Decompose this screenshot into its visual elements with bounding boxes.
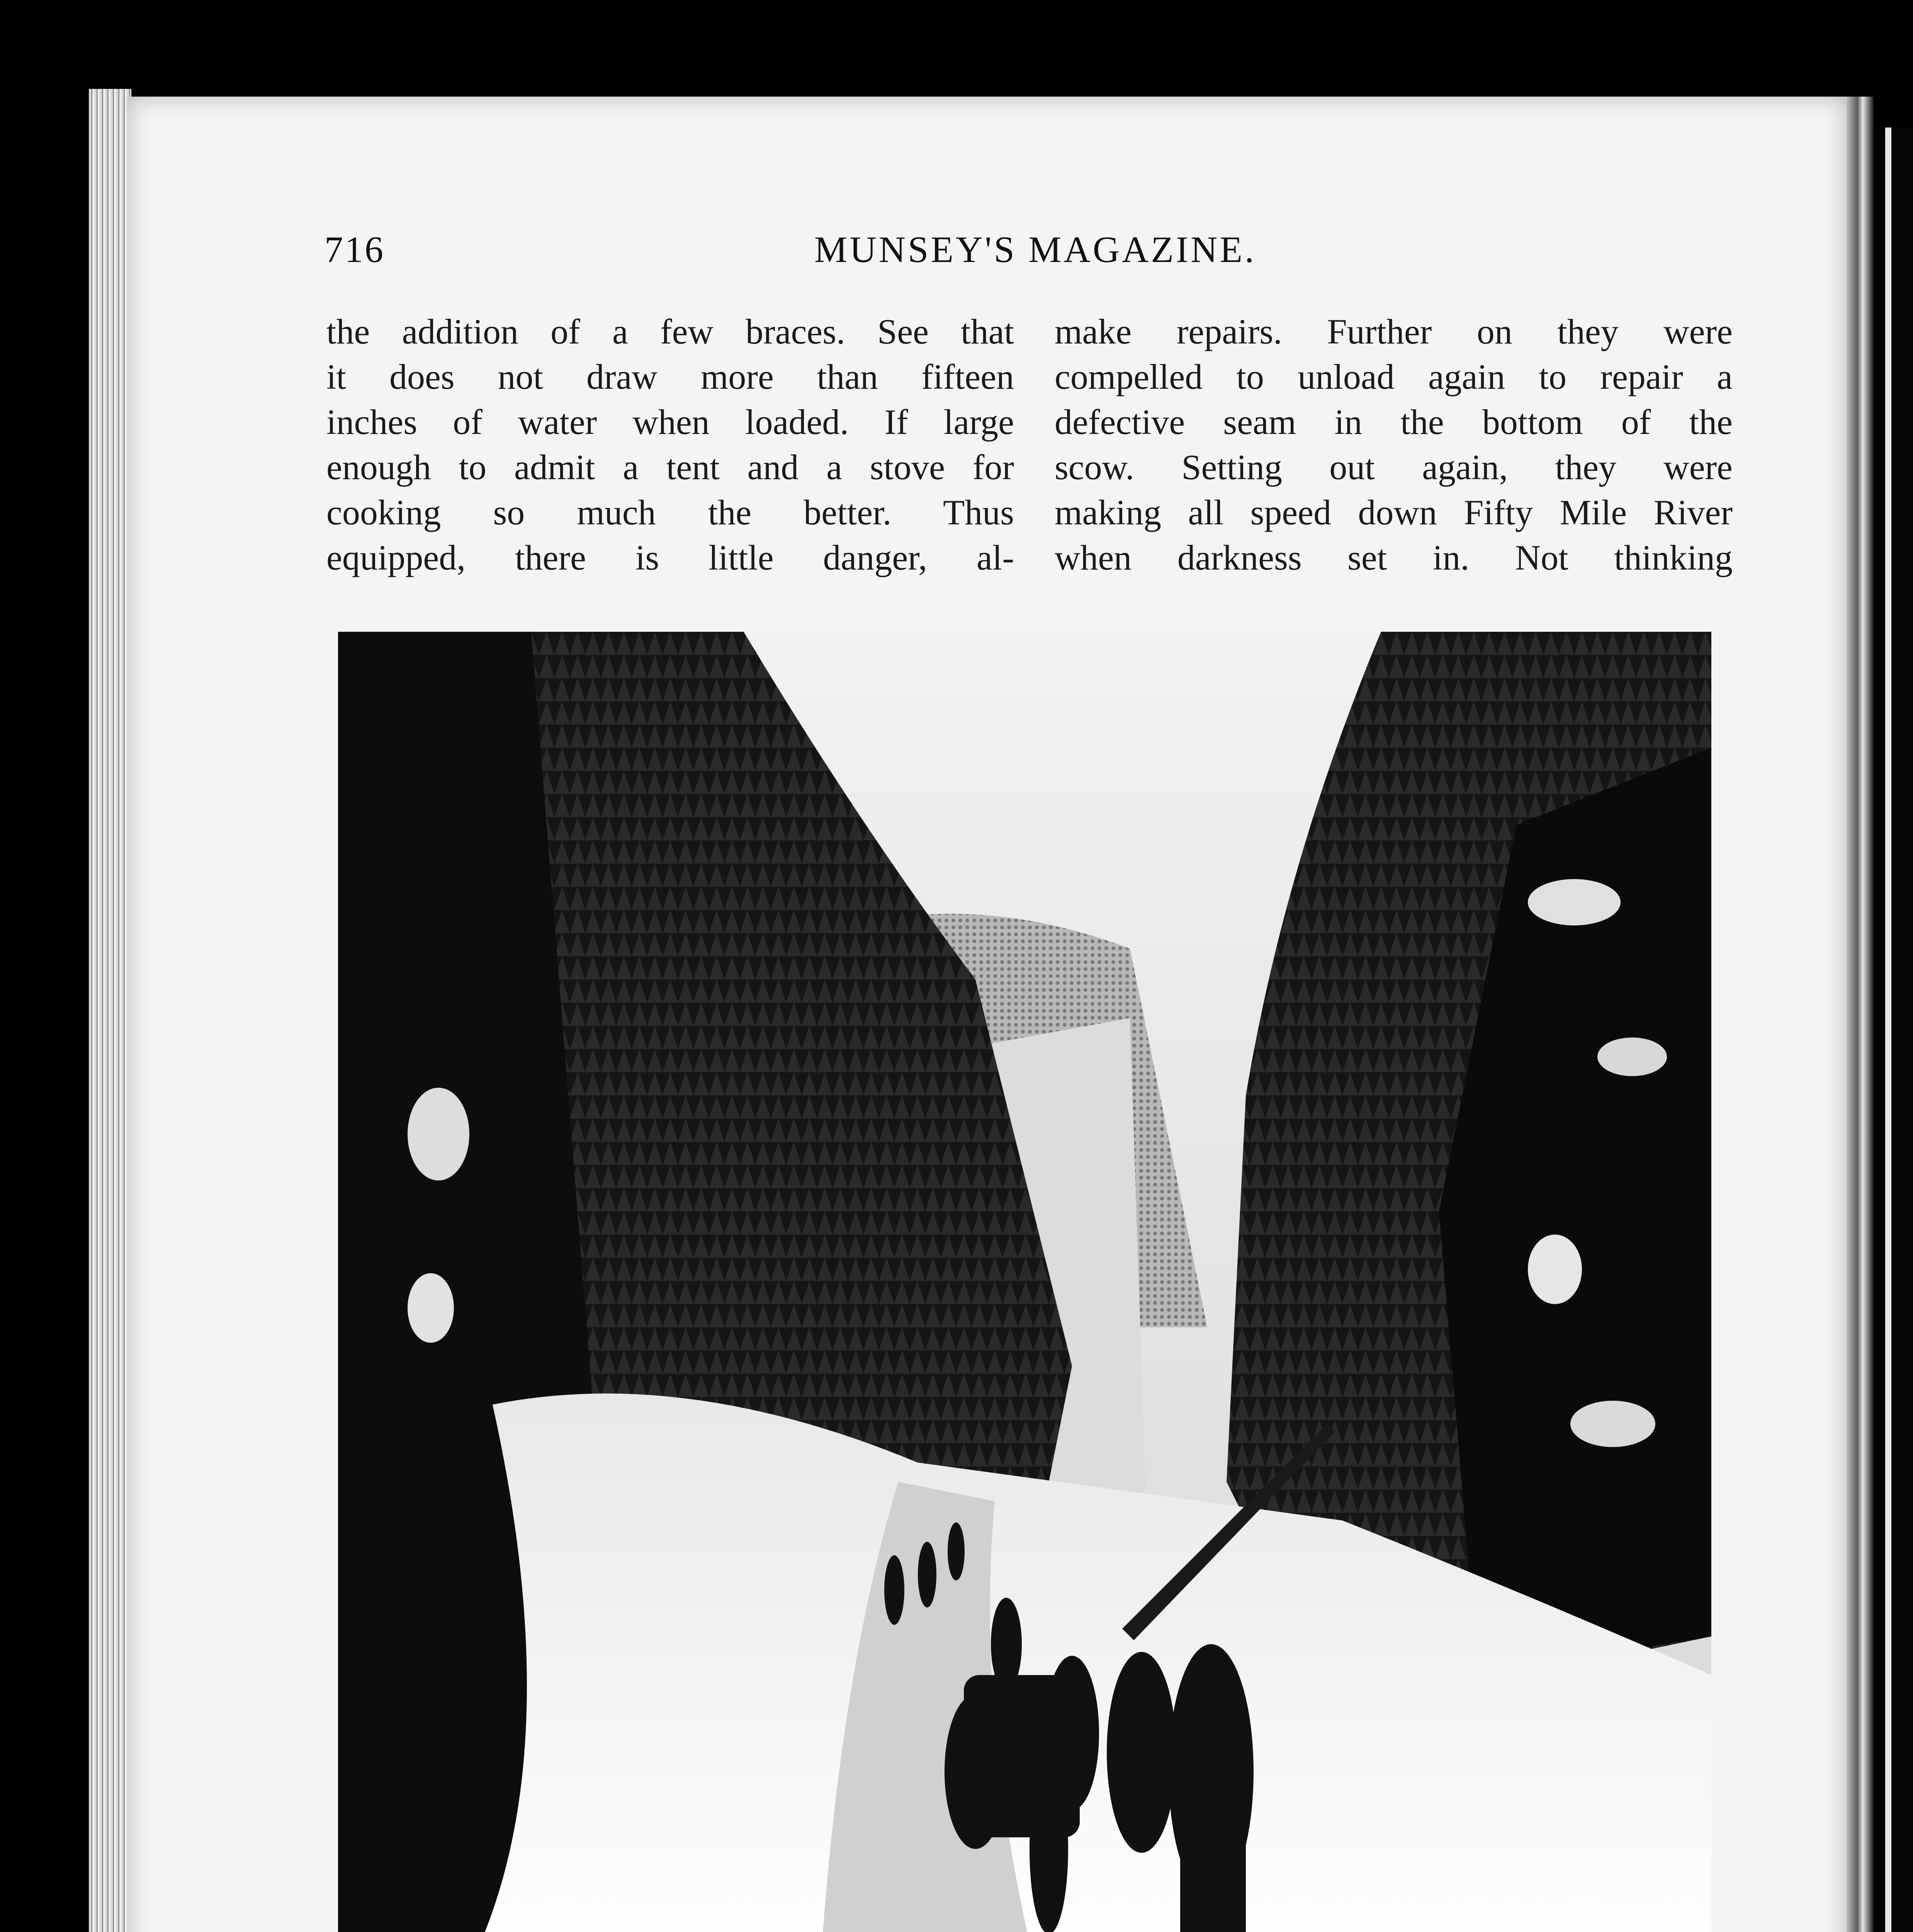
top-right-column (1055, 309, 1733, 580)
text-line: defective seam in the bottom of the (1055, 402, 1733, 442)
text-line: cooking so much the better. Thus (326, 493, 1014, 532)
canyon-photo-illustration (338, 632, 1711, 1932)
text-line: compelled to unload again to repair a (1055, 357, 1733, 396)
text-line: enough to admit a tent and a stove for (326, 447, 1014, 487)
text-line: scow. Setting out again, they were (1055, 447, 1733, 487)
text-line: it does not draw more than fifteen (326, 357, 1014, 396)
text-line: the addition of a few braces. See that (326, 312, 1014, 351)
page-fore-edge (1847, 97, 1874, 1932)
text-line: making all speed down Fifty Mile River (1055, 493, 1733, 532)
running-head (324, 228, 1746, 278)
book-gutter-edge (89, 89, 131, 1932)
facing-page-shadow (1874, 128, 1913, 1932)
text-line: when darkness set in. Not thinking (1055, 538, 1733, 577)
text-line: equipped, there is little danger, al- (326, 538, 1014, 577)
text-line: make repairs. Further on they were (1055, 312, 1733, 351)
top-left-column (326, 309, 1014, 580)
page-number: 716 (324, 229, 385, 270)
magazine-title: MUNSEY'S MAGAZINE. (814, 229, 1256, 270)
canyon-photograph (338, 632, 1711, 1932)
text-line: inches of water when loaded. If large (326, 402, 1014, 442)
facing-page-sliver (1885, 128, 1891, 1932)
